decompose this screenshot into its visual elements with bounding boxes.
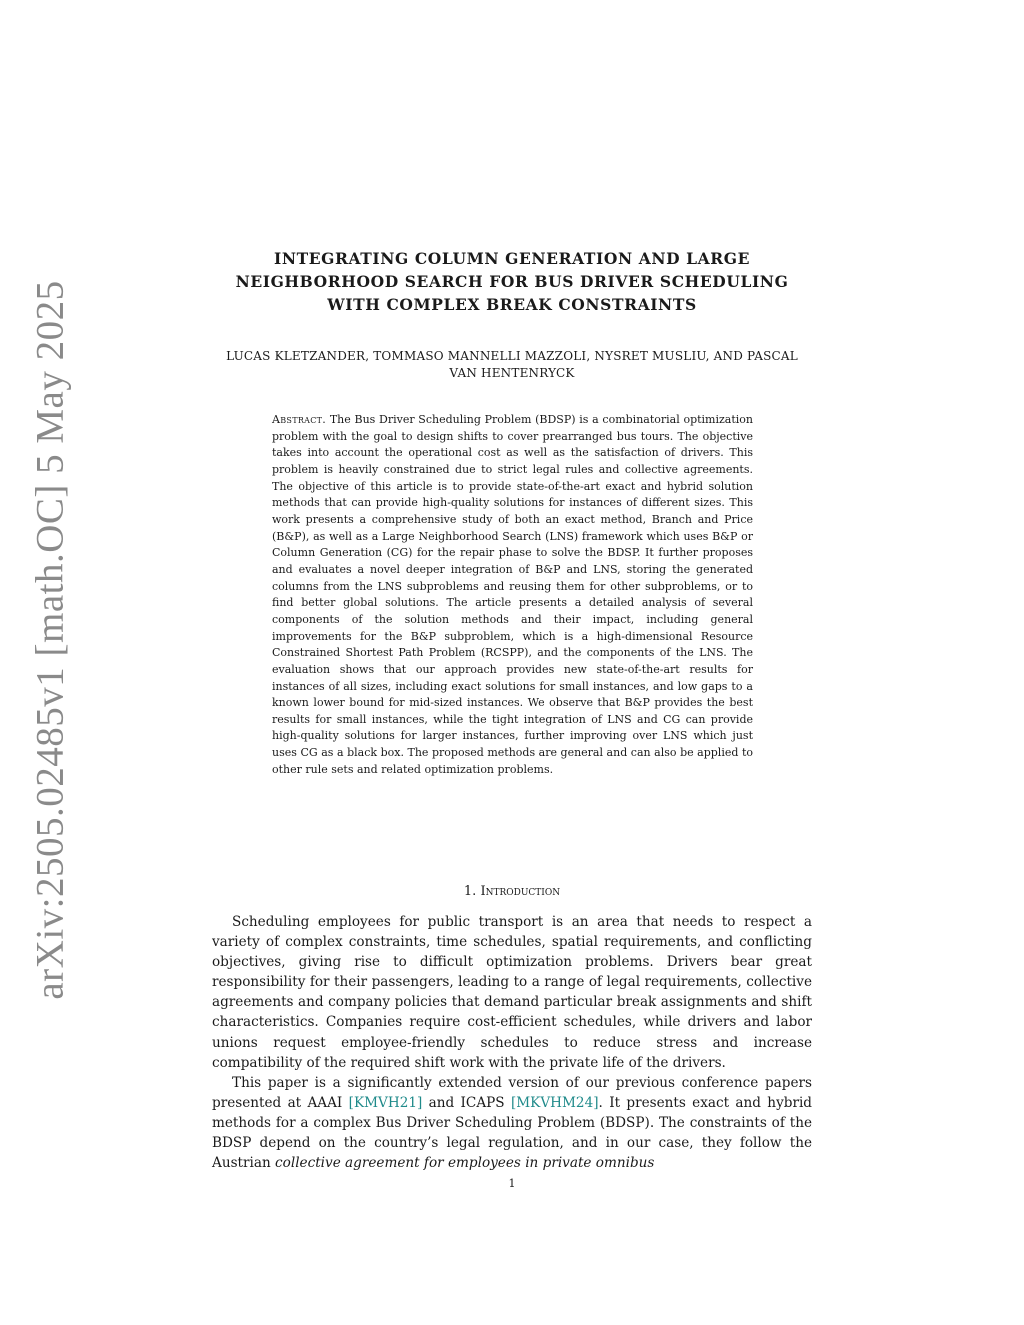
abstract: [272, 412, 753, 778]
abstract-text: The Bus Driver Scheduling Problem (BDSP) is a combinatorial optimization problem with the goal to design shifts to cover prearranged bus tours. The objective takes into account the operational cost as well as the satisfaction of drivers. This problem is heavily constrained due to strict legal rules and collective agreements. The objective of this article is to provide state-of-the-art exact and hybrid solution methods that can provide high-quality solutions for instances of different sizes. This work presents a comprehensive study of both an exact method, Branch and Price (B&P), as well as a Large Neighborhood Search (LNS) framework which uses B&P or Column Generation (CG) for the repair phase to solve the BDSP. It further proposes and evaluates a novel deeper integration of B&P and LNS, storing the generated columns from the LNS subproblems and reusing them for other subproblems, or to find better global solutions. The article presents a detailed analysis of several components of the solution methods and their impact, including general improvements for the B&P subproblem, which is a high-dimensional Resource Constrained Shortest Path Problem (RCSPP), and the components of the LNS. The evaluation shows that our approach provides new state-of-the-art results for instances of all sizes, including exact solutions for small instances, and low gaps to a known lower bound for mid-sized instances. We observe that B&P provides the best results for small instances, while the tight integration of LNS and CG can provide high-quality solutions for larger instances, further improving over LNS which just uses CG as a black box. The proposed methods are general and can also be applied to other rule sets and related optimization problems.: [272, 413, 753, 776]
paragraph-2: [212, 1073, 812, 1173]
paragraph-2-text-a: This paper is a significantly extended version of our previous conference papers presented at AAAI: [212, 1074, 812, 1111]
citation-link-kmvh21[interactable]: [KMVH21]: [348, 1094, 423, 1111]
paragraph-2-text-b: and ICAPS: [422, 1094, 511, 1111]
abstract-label: Abstract.: [272, 413, 327, 426]
page-number: 1: [508, 1177, 516, 1190]
paper-title: INTEGRATING COLUMN GENERATION AND LARGE NEIGHBORHOOD SEARCH FOR BUS DRIVER SCHEDULING WITH COMPLEX BREAK CONSTRAINTS: [235, 249, 789, 314]
introduction-body: [212, 912, 812, 1173]
paragraph-1: Scheduling employees for public transport is an area that needs to respect a variety of complex constraints, time schedules, spatial requirements, and conflicting objectives, giving rise to difficult optimization problems. Drivers bear great responsibility for their passengers, leading to a range of legal requirements, collective agreements and company policies that demand particular break assignments and shift characteristics. Companies require cost-efficient schedules, while drivers and labor unions request employee-friendly schedules to reduce stress and increase compatibility of the required shift work with the private life of the drivers.: [212, 914, 812, 1071]
paragraph-2-text-c: . It presents exact and hybrid methods for a complex Bus Driver Scheduling Problem (BDSP). The constraints of the BDSP depend on the country’s legal regulation, and in our case, they follow the Austrian: [212, 1094, 812, 1172]
author-list: LUCAS KLETZANDER, TOMMASO MANNELLI MAZZOLI, NYSRET MUSLIU, AND PASCAL VAN HENTENRYCK: [226, 349, 798, 380]
arxiv-identifier-stamp: arXiv:2505.02485v1 [math.OC] 5 May 2025: [28, 280, 72, 1000]
paragraph-2-italic: collective agreement for employees in private omnibus: [275, 1155, 655, 1172]
section-number: 1.: [463, 884, 477, 899]
section-heading-introduction: [212, 883, 812, 901]
citation-link-mkvhm24[interactable]: [MKVHM24]: [510, 1094, 599, 1111]
section-title: Introduction: [480, 884, 561, 899]
